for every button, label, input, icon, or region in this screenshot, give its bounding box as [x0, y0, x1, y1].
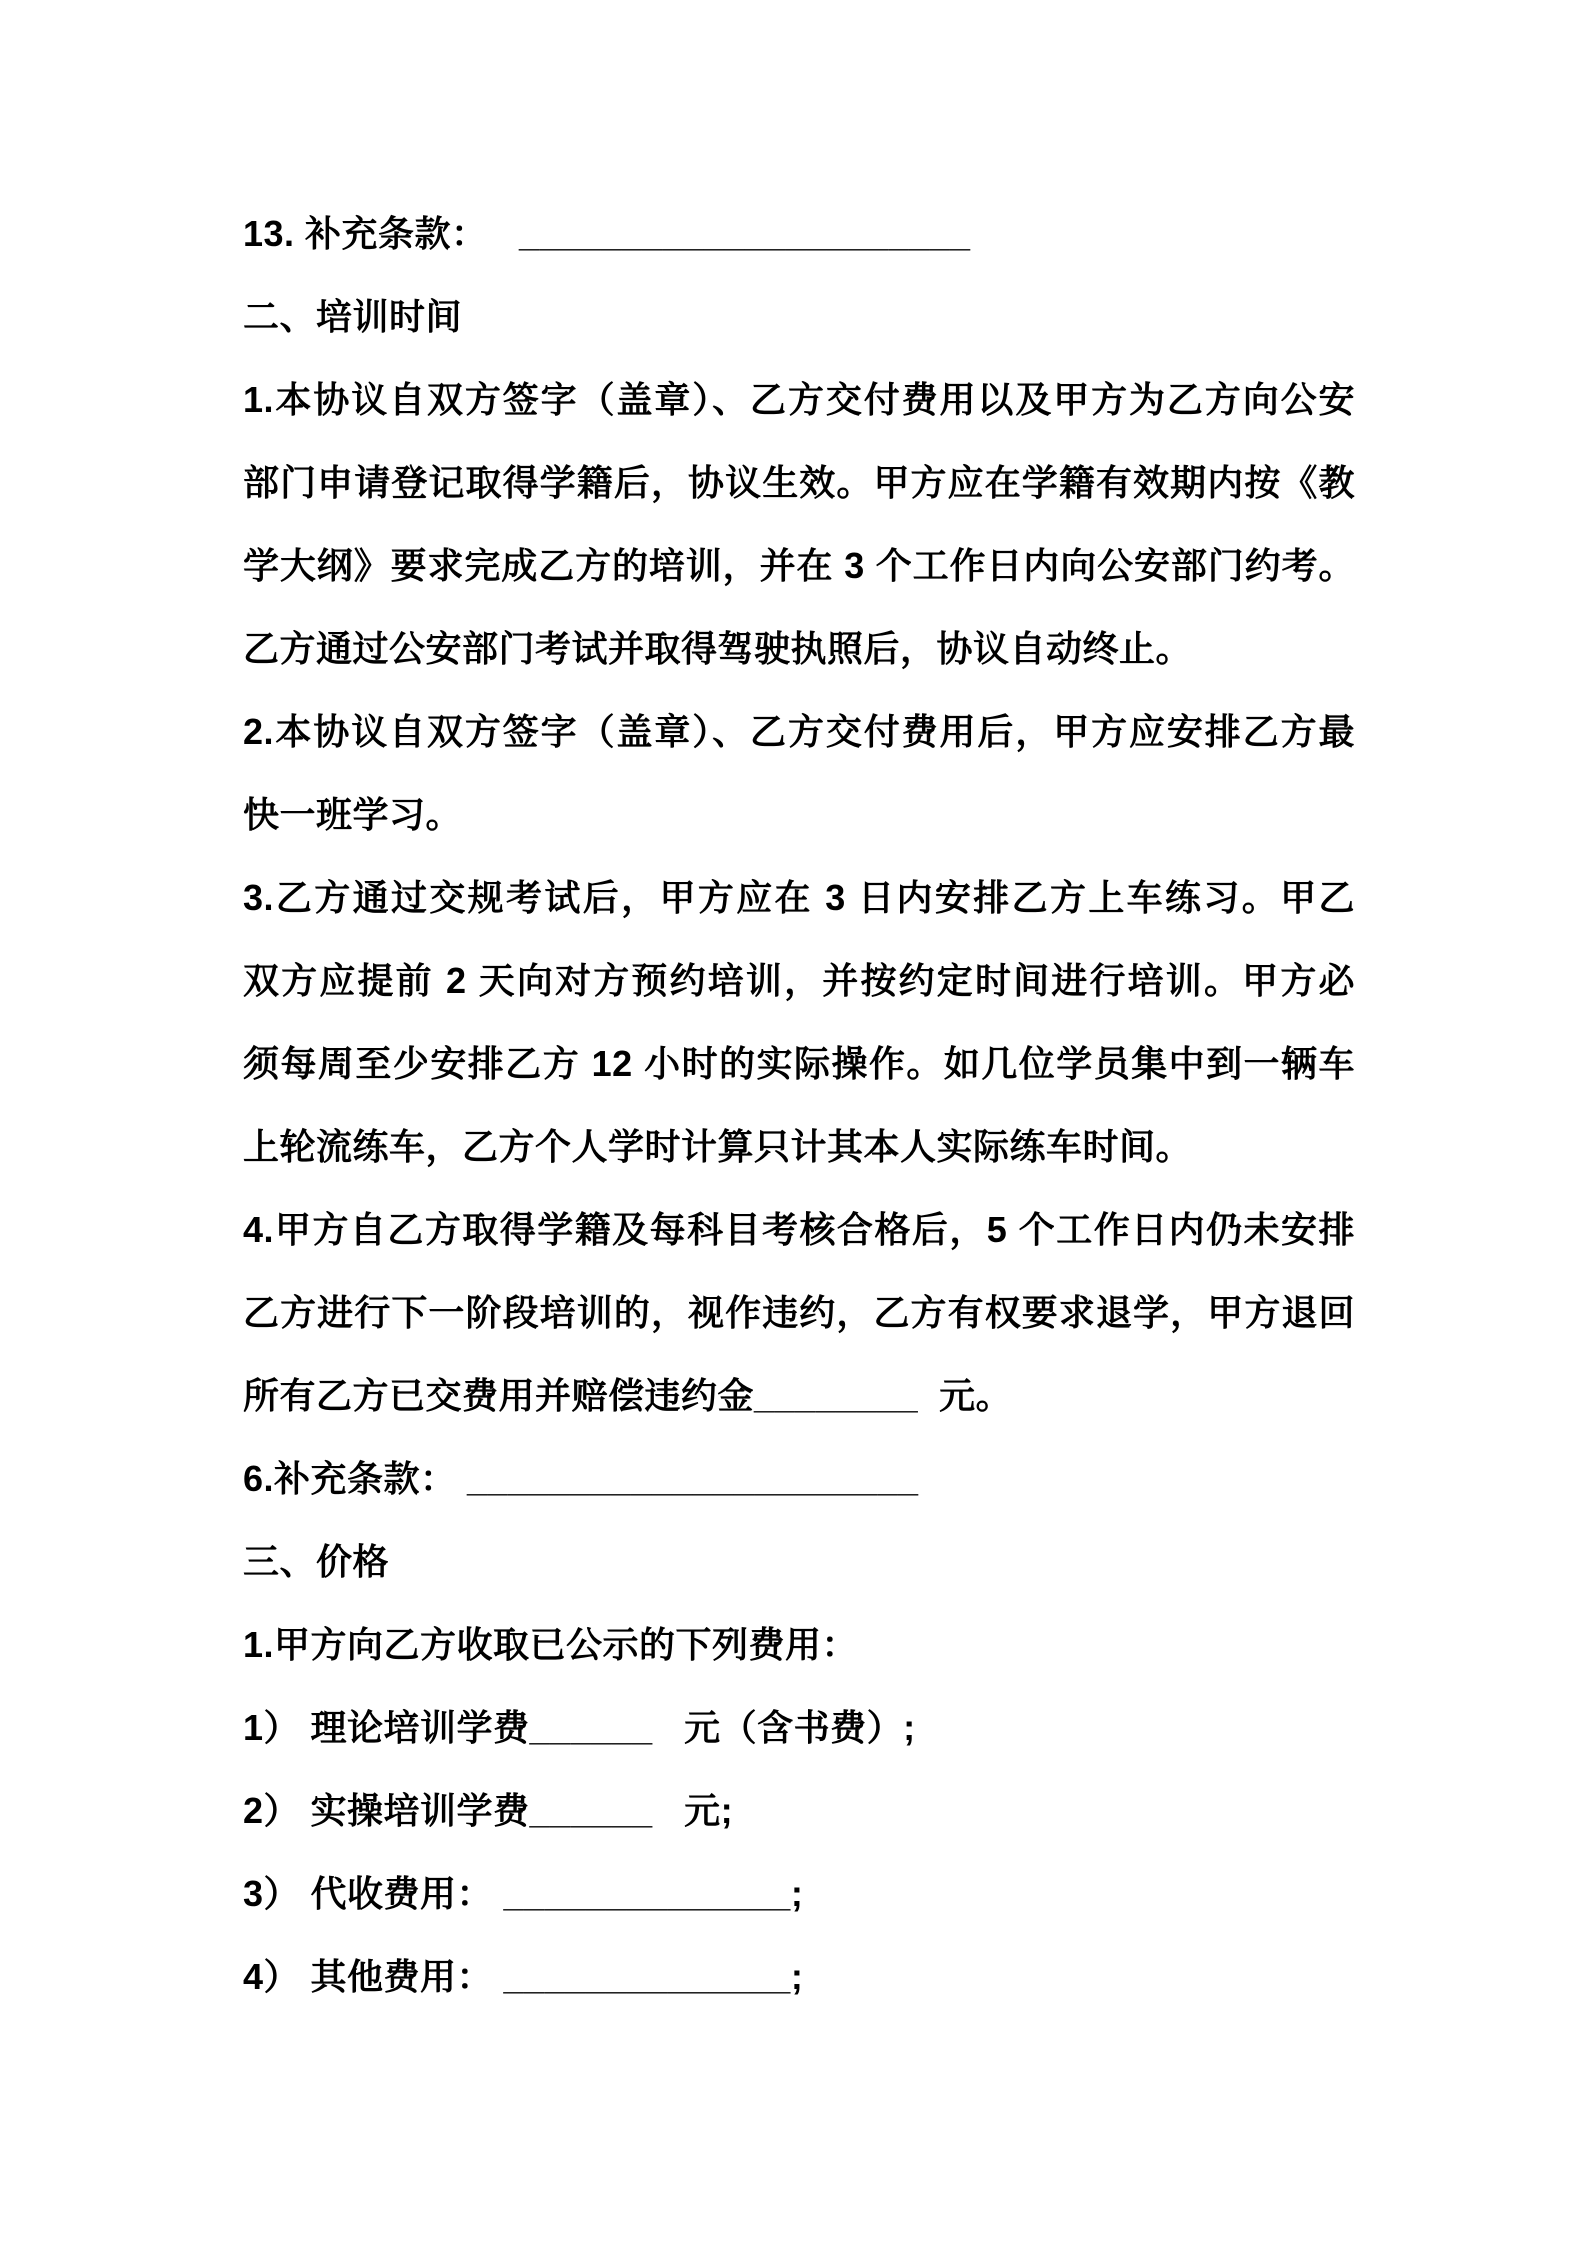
sec2-clause1-line1: 1.本协议自双方签字（盖章）、乙方交付费用以及甲方为乙方向公安 [243, 379, 1355, 420]
fee-item-practice-tuition: 2） 实操培训学费______ 元; [243, 1790, 734, 1831]
sec2-clause4-line2: 乙方进行下一阶段培训的，视作违约，乙方有权要求退学，甲方退回 [243, 1292, 1355, 1333]
sec2-clause3-line4: 上轮流练车，乙方个人学时计算只计其本人实际练车时间。 [243, 1126, 1193, 1167]
fee-item-theory-tuition: 1） 理论培训学费______ 元（含书费）; [243, 1707, 916, 1748]
sec2-clause2-line2: 快一班学习。 [243, 794, 463, 835]
section-heading-price: 三、价格 [243, 1541, 390, 1582]
sec2-clause4-line1: 4.甲方自乙方取得学籍及每科目考核合格后，5 个工作日内仍未安排 [243, 1209, 1355, 1250]
section-heading-training-time: 二、培训时间 [243, 296, 463, 337]
sec2-clause1-line4: 乙方通过公安部门考试并取得驾驶执照后，协议自动终止。 [243, 628, 1193, 669]
sec2-clause3-line2: 双方应提前 2 天向对方预约培训，并按约定时间进行培训。甲方必 [243, 960, 1355, 1001]
sec2-clause2-line1: 2.本协议自双方签字（盖章）、乙方交付费用后，甲方应安排乙方最 [243, 711, 1355, 752]
fee-item-collected-fees: 3） 代收费用： ______________; [243, 1873, 804, 1914]
sec2-clause3-line1: 3.乙方通过交规考试后，甲方应在 3 日内安排乙方上车练习。甲乙 [243, 877, 1355, 918]
sec3-clause1-intro: 1.甲方向乙方收取已公示的下列费用： [243, 1624, 859, 1665]
fee-item-other-fees: 4） 其他费用： ______________; [243, 1956, 804, 1997]
contract-text-block [243, 192, 1355, 2018]
sec2-clause3-line3: 须每周至少安排乙方 12 小时的实际操作。如几位学员集中到一辆车 [243, 1043, 1355, 1084]
sec2-clause1-line3: 学大纲》要求完成乙方的培训，并在 3 个工作日内向公安部门约考。 [243, 545, 1355, 586]
sec2-clause4-line3-penalty-blank: 所有乙方已交费用并赔偿违约金________ 元。 [243, 1375, 1013, 1416]
sec2-clause1-line2: 部门申请登记取得学籍后，协议生效。甲方应在学籍有效期内按《教 [243, 462, 1355, 503]
clause-13-supplementary-terms: 13. 补充条款： ______________________ [243, 213, 971, 254]
sec2-clause6-supplementary-terms: 6.补充条款： ______________________ [243, 1458, 919, 1499]
